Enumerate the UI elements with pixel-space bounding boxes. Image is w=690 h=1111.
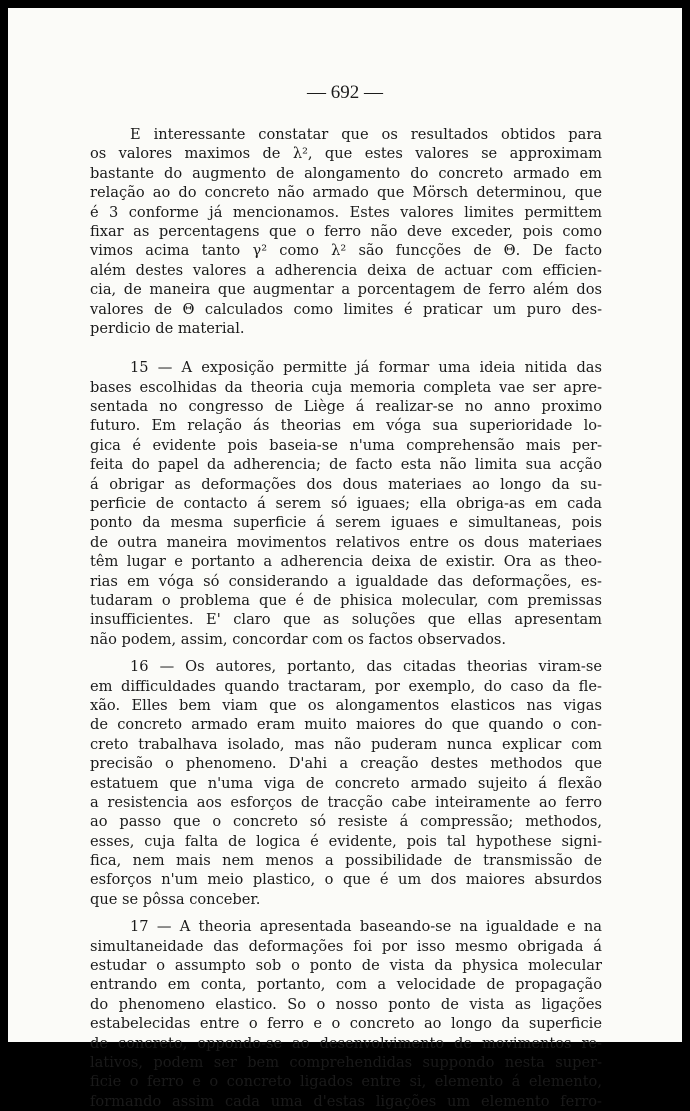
text-line: ao passo que o concreto só resiste á compressão; methodos, — [90, 813, 602, 831]
text-line: feita do papel da adherencia; de facto esta não limita sua acção — [90, 456, 602, 474]
text-line: além destes valores a adherencia deixa de actuar com efficien- — [90, 261, 602, 279]
text-line: esses, cuja falta de logica é evidente, pois tal hypothese signi- — [90, 832, 602, 850]
text-line: simultaneidade das deformações foi por isso mesmo obrigada á — [90, 937, 602, 955]
text-line: entrando em conta, portanto, com a velocidade de propagação — [90, 976, 602, 994]
text-line: rias em vóga só considerando a igualdade das deformações, es- — [90, 572, 602, 590]
text-line: de outra maneira movimentos relativos entre os dous materiaes — [90, 533, 602, 551]
text-line: esforços n'um meio plastico, o que é um dos maiores absurdos — [90, 871, 602, 889]
text-line: lativos, podem ser bem comprehendidas suppondo nesta super- — [90, 1053, 602, 1071]
text-line: em difficuldades quando tractaram, por exemplo, do caso da fle- — [90, 677, 602, 695]
page-number: — 692 — — [307, 82, 383, 103]
body-text — [90, 125, 602, 1111]
text-line: não podem, assim, concordar com os factos observados. — [90, 630, 507, 648]
text-line: xão. Elles bem viam que os alongamentos elasticos nas vigas — [90, 696, 602, 714]
text-line: bases escolhidas da theoria cuja memoria completa vae ser apre- — [90, 378, 602, 396]
paragraph-17 — [90, 917, 602, 1111]
text-line: cia, de maneira que augmentar a porcentagem de ferro além dos — [90, 281, 602, 299]
text-line: que se pôssa conceber. — [90, 890, 261, 908]
text-line: fica, nem mais nem menos a possibilidade de transmissão de — [90, 852, 602, 870]
text-line: gica é evidente pois baseia-se n'uma comprehensão mais per- — [90, 436, 602, 454]
text-line: estudar o assumpto sob o ponto de vista da physica molecular — [90, 957, 602, 975]
scanned-page — [8, 8, 682, 1110]
text-line: a resistencia aos esforços de tracção cabe inteiramente ao ferro — [90, 793, 602, 811]
text-line: ficie o ferro e o concreto ligados entre si, elemento á elemento, — [90, 1073, 602, 1091]
text-line: E interessante constatar que os resultados obtidos para — [130, 126, 602, 143]
paragraph-16 — [90, 657, 602, 909]
text-line: á obrigar as deformações dos dous materiaes ao longo da su- — [90, 475, 602, 493]
paragraph-15 — [90, 358, 602, 649]
text-line: bastante do augmento de alongamento do concreto armado em — [90, 164, 602, 182]
text-line: creto trabalhava isolado, mas não puderam nunca explicar com — [90, 735, 602, 753]
text-line: 17 — A theoria apresentada baseando-se na igualdade e na — [130, 918, 602, 936]
text-line: vimos acima tanto γ² como λ² são funcções de Θ. De facto — [90, 242, 602, 260]
text-line: futuro. Em relação ás theorias em vóga sua superioridade lo- — [90, 417, 602, 435]
text-line: tudaram o problema que é de phisica molecular, com premissas — [90, 591, 602, 609]
text-line: 16 — Os autores, portanto, das citadas theorias viram-se — [130, 658, 602, 676]
text-line: estabelecidas entre o ferro e o concreto ao longo da superficie — [90, 1015, 602, 1033]
text-line: ponto da mesma superficie á serem iguaes e simultaneas, pois — [90, 514, 602, 532]
text-line: precisão o phenomeno. D'ahi a creação destes methodos que — [90, 755, 602, 773]
text-line: fixar as percentagens que o ferro não deve exceder, pois como — [90, 222, 602, 240]
paragraph-gap — [90, 338, 602, 358]
text-line: relação ao do concreto não armado que Mörsch determinou, que — [90, 184, 602, 202]
paragraph-gap — [90, 909, 602, 917]
text-line: estatuem que n'uma viga de concreto armado sujeito á flexão — [90, 774, 602, 792]
text-line: 15 — A exposição permitte já formar uma ideia nitida das — [130, 359, 602, 377]
text-line: formando assim cada uma d'estas ligações um elemento ferro- — [90, 1092, 602, 1110]
text-line: os valores maximos de λ², que estes valores se approximam — [90, 145, 602, 163]
text-line: têm lugar e portanto a adherencia deixa de existir. Ora as theo- — [90, 553, 602, 571]
text-line: do phenomeno elastico. So o nosso ponto de vista as ligações — [90, 995, 602, 1013]
text-line: de concreto armado eram muito maiores do que quando o con- — [90, 716, 602, 734]
text-line: é 3 conforme já mencionamos. Estes valores limites permittem — [90, 203, 602, 221]
text-line: de concreto, oppondo-se ao desenvolvimento de movimentos re- — [90, 1034, 602, 1052]
text-line: insufficientes. E' claro que as soluções que ellas apresentam — [90, 611, 602, 629]
text-line: perficie de contacto á serem só iguaes; ella obriga-as em cada — [90, 495, 602, 513]
paragraph-intro — [90, 125, 602, 338]
text-line: valores de Θ calculados como limites é praticar um puro des- — [90, 300, 602, 318]
text-line: sentada no congresso de Liège á realizar-se no anno proximo — [90, 398, 602, 416]
text-line: perdicio de material. — [90, 319, 245, 337]
paragraph-gap — [90, 649, 602, 657]
